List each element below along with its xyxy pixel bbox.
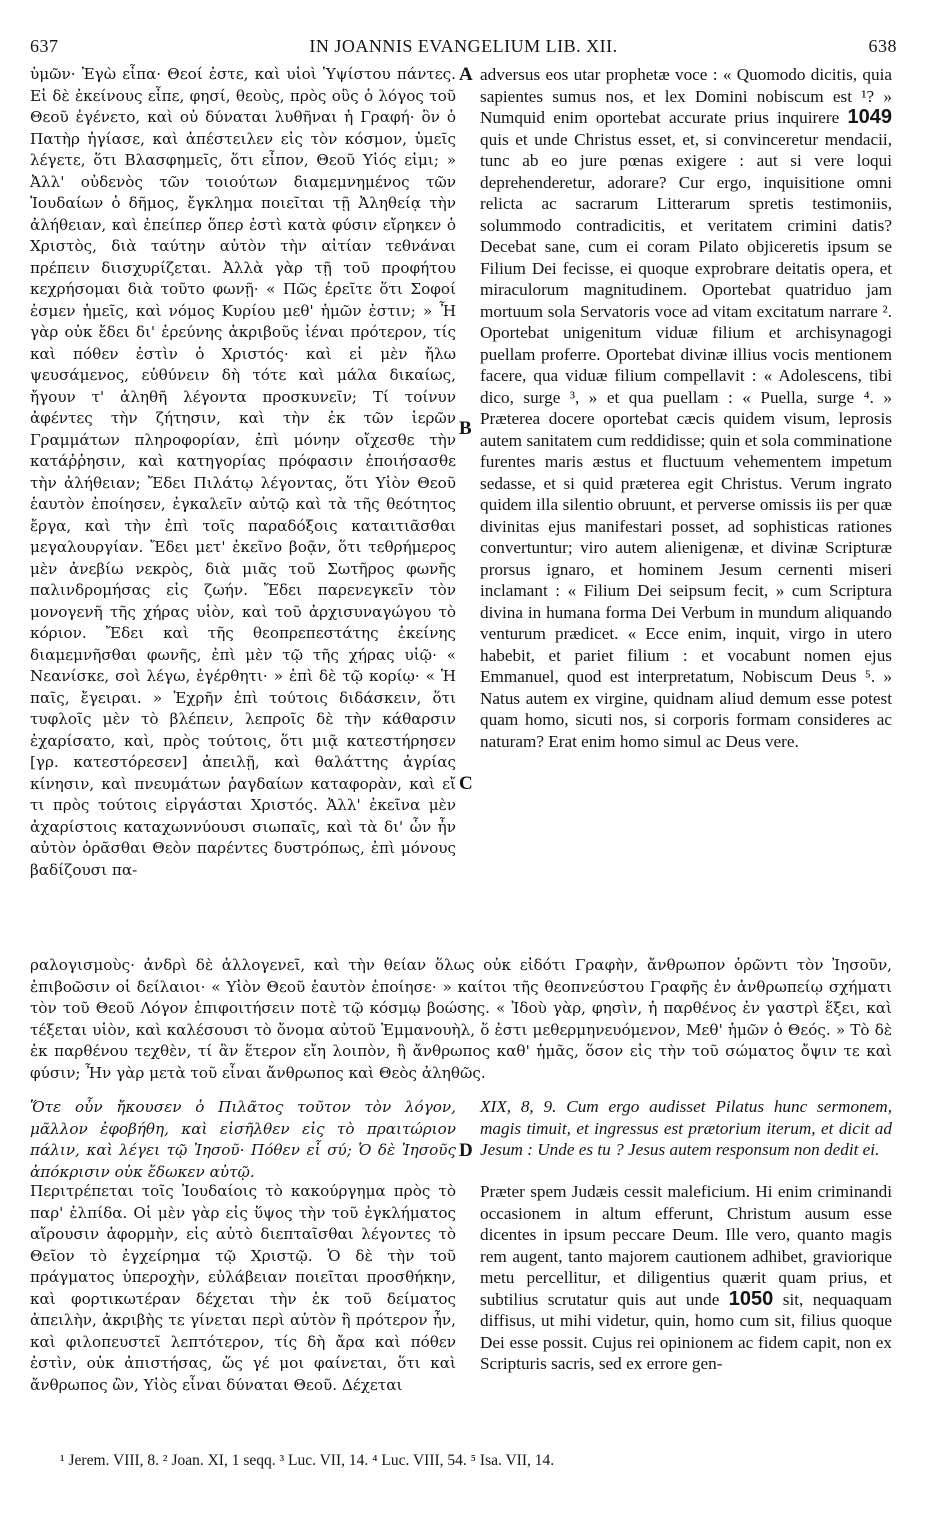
- column-number-1049: 1049: [847, 106, 892, 128]
- latin-column-top: [480, 64, 892, 752]
- margin-marker-b: B: [459, 418, 472, 439]
- margin-marker-c: C: [459, 773, 473, 794]
- page-number-right: 638: [868, 36, 897, 56]
- running-header: [30, 36, 897, 60]
- latin-column-bottom: [480, 1181, 892, 1375]
- running-title: IN JOANNIS EVANGELIUM LIB. XII.: [309, 36, 618, 56]
- greek-column-bottom: Περιτρέπεται τοῖς Ἰουδαίοις τὸ κακούργημα πρὸς τὸ παρ' ἐλπίδα. Οἱ μὲν γὰρ εἰς ὕψος τὴν τοῦ ἐγκλήματος αἴρουσιν ἀφορμὴν, εἰς αὐτὸ διεπταῖσθαι λέγοντες τὸ Θεῖον τὸ ἐγχείρημα τῷ Χριστῷ. Ὁ δὲ τὴν τοῦ πράγματος ὑπεροχὴν, εὐλάβειαν ποιεῖται προσθήκην, καὶ φορτικωτέραν δέχεται τὴν ἐκ τοῦ δείματος ἀπειλὴν, ἀκριβὴς τε γίνεται περὶ αὐτὸν ἢ πρότερον ἦν, καὶ φιλοπευστεῖ λεπτότερον, τίς δὴ ἄρα καὶ πόθεν ἐστὶν, οὐκ ἀπιστήσας, ὥς γέ μοι φαίνεται, ὅτι καὶ ἄνθρωπος ὢν, Υἱὸς εἶναι δύναται Θεοῦ. Δέχεται: [30, 1182, 456, 1394]
- margin-marker-a: A: [459, 64, 473, 85]
- latin-lemma: XIX, 8, 9. Cum ergo audisset Pilatus hunc sermonem, magis timuit, et ingressus est prætorium iterum, et dicit ad Jesum : Unde es tu ? Jesus autem responsum non dedit ei.: [480, 1097, 892, 1159]
- latin-text-top-a: adversus eos utar prophetæ voce : « Quomodo dicitis, quia sapientes sumus nos, et lex Domini nobiscum est ¹? » Numquid enim oportebat accurate prius inquirere: [480, 65, 892, 127]
- page-number-left: 637: [30, 36, 59, 56]
- greek-full-width-paragraph: ραλογισμοὺς· ἀνδρὶ δὲ ἀλλογενεῖ, καὶ τὴν θείαν ὅλως οὐκ εἰδότι Γραφὴν, ἄνθρωπον ὁρῶντι τὸν Ἰησοῦν, ἐπιβοῶσιν οἱ δείλαιοι· « Υἱὸν Θεοῦ ἑαυτὸν ἐποίησε· » καίτοι τῆς θεοπνεύστου Γραφῆς ἐν ἀνθρωπείῳ σχήματι τὸν τοῦ Θεοῦ Λόγον ἐπιφοιτήσειν ποτὲ τῷ κόσμῳ βοώσης. « Ἰδοὺ γὰρ, φησὶν, ἡ παρθένος ἐν γαστρὶ ἕξει, καὶ τέξεται υἱὸν, καὶ καλέσουσι τὸ ὄνομα αὐτοῦ Ἐμμανουὴλ, ὅ ἐστι μεθερμηνευόμενον, Μεθ' ἡμῶν ὁ Θεός. » Τὸ δὲ ἐκ παρθένου τεχθὲν, τί ἂν ἕτερον εἴη λοιπὸν, ἢ ἄνθρωπος καθ' ἡμᾶς, ὅσον εἰς τὴν τοῦ σώματος ὄψιν τε καὶ φύσιν; Ἦν γὰρ μετὰ τοῦ εἶναι ἄνθρωπος καὶ Θεὸς ἀληθῶς.: [30, 956, 892, 1082]
- greek-column-top: ὑμῶν· Ἐγὼ εἶπα· Θεοί ἐστε, καὶ υἱοὶ Ὑψίστου πάντες. Εἰ δὲ ἐκείνους εἶπε, φησί, θεοὺς, πρὸς οὓς ὁ λόγος τοῦ Θεοῦ ἐγένετο, καὶ οὐ δύναται λυθῆναι ἡ Γραφή· ὃν ὁ Πατὴρ ἡγίασε, καὶ ἀπέστειλεν εἰς τὸν κόσμον, ὑμεῖς λέγετε, ὅτι Βλασφημεῖς, ὅτι εἶπον, Θεοῦ Υἱός εἰμι; » Ἀλλ' οὐδενὸς τῶν τοιούτων διαμεμνημένος τῶν Ἰουδαίων ὁ δῆμος, ἔγκλημα ποιεῖται τῇ Ἀληθείᾳ τὴν ἀλήθειαν, καὶ ἐπείπερ ὅπερ ἐστὶ κατὰ φύσιν εἴρηκεν ὁ Χριστὸς, διὰ ταύτην αὐτὸν τὴν αἰτίαν τεθνάναι πρέπειν διισχυρίζεται. Ἀλλὰ γὰρ τῇ τοῦ προφήτου κεχρήσομαι διὰ τοῦτο φωνῇ· « Πῶς ἐρεῖτε ὅτι Σοφοί ἐσμεν ἡμεῖς, καὶ νόμος Κυρίου μεθ' ἡμῶν ἐστιν; » Ἦ γὰρ οὐκ ἔδει δι' ἐρεύνης ἀκριβοῦς ἰέναι πρότερον, τίς καὶ πόθεν ἐστὶν ὁ Χριστός· καὶ εἰ μὲν ἤλω ψευσάμενος, εὐθύνειν δὴ τότε καὶ μάλα δικαίως, ἤγουν τ' ἀληθῆ λέγοντα προσκυνεῖν; Τί τοίνυν ἀφέντες τὴν ζήτησιν, καὶ τὴν ἐκ τῶν ἱερῶν Γραμμάτων πληροφορίαν, ἐπὶ μόνην οἴχεσθε τὴν κατάῤῥησιν, καὶ κατηγορίας πρόφασιν ἐποιήσασθε τὴν ἀλήθειαν; Ἔδει Πιλάτῳ λέγοντας, ὅτι Υἱὸν Θεοῦ ἑαυτὸν ἐποίησεν, ἐγκαλεῖν αὐτῷ καὶ τὰ τῆς θεότητος ἔργα, καὶ τὴν ἐπὶ τοῖς παραδόξοις καταιτιᾶσθαι μεγαλουργίαν. Ἔδει μετ' ἐκεῖνο βοᾷν, ὅτι τεθρήμερος μὲν ἀνεβίω νεκρὸς, διὰ μιᾶς τοῦ Σωτῆρος φωνῆς παλινδρομήσας εἰς ζωήν. Ἔδει παρενεγκεῖν τὸν μονογενῆ τῆς χήρας υἱὸν, καὶ τοῦ ἀρχισυναγώγου τὸ κόριον. Ἔδει καὶ τῆς θεοπρεπεστάτης ἐκείνης διαμεμνῆσθαι φωνῆς, ἐπὶ μὲν τῷ τῆς χήρας υἱῷ· « Νεανίσκε, σοὶ λέγω, ἐγέρθητι· » ἐπὶ δὲ τῷ κορίῳ· « Ἡ παῖς, ἔγειραι. » Ἐχρῆν ἐπὶ τούτοις διδάσκειν, ὅτι τυφλοῖς μὲν τὸ βλέπειν, λεπροῖς δὲ τὴν κάθαρσιν ἐχαρίσατο, καὶ, πρὸς τούτοις, ὅτι μιᾷ κατεστήρησεν [γρ. κατεστόρεσεν] ἀπειλῇ, καὶ θαλάττης ἀγρίας κίνησιν, καὶ πνευμάτων ῥαγδαίων καταφορὰν, καὶ εἴ τι πρὸς τούτοις εἰργάσται Χριστός. Ἀλλ' ἐκεῖνα μὲν ἀχαρίστοις καταχωννύουσι σιωπαῖς, καὶ τὰ δι' ὧν ἦν αὐτὸν ὁρᾶσθαι Θεὸν παρέντες δυστρόπως, ἐπὶ μόνους βαδίζουσι πα-: [30, 65, 456, 879]
- column-number-1050: 1050: [728, 1287, 774, 1310]
- greek-lemma: Ὅτε οὖν ἤκουσεν ὁ Πιλᾶτος τοῦτον τὸν λόγον, μᾶλλον ἐφοβήθη, καὶ εἰσῆλθεν εἰς τὸ πραιτώριον πάλιν, καὶ λέγει τῷ Ἰησοῦ· Πόθεν εἶ σύ; Ὁ δὲ Ἰησοῦς ἀπόκρισιν οὐκ ἔδωκεν αὐτῷ.: [30, 1098, 456, 1181]
- margin-marker-d: D: [459, 1140, 473, 1161]
- latin-text-top-b: quis et unde Christus esset, et, si convinceretur mendacii, tunc ab eo jure pœnas exigere : aut si vere loqui deprehenderetur, adorare? Cur ergo, inquisitione omni relicta ac sacrarum Litterarum spretis testimoniis, solummodo contradicitis, et veritatem crimini datis? Decebat sane, cum ei coram Pilato objiceretis ipsum se Filium Dei fecisse, ei quoque exprobrare deitatis opera, et miraculorum magnitudinem. Oportebat quatriduo jam mortuum sola Servatoris voce ad vitam excitatum narrare ². Oportebat unigenitum viduæ filium et archisynagogi puellam proferre. Oportebat divinæ illius vocis mentionem facere, qua viduæ filium compellavit : « Adolescens, tibi dico, surge ³, » et qua puellam : « Puella, surge ⁴. » Præterea docere oportebat cæcis quidem visum, leprosis autem sanitatem cum reddidisse; quin et sola comminatione furentes maris æstus et fluctuum vehementem impetum sedasse, et si quid præterea egit Christus. Verum ingrato quidem illa silentio obruunt, et perverse omissis iis per quæ divinitas ejus manifestari posset, ad sophisticas rationes convertuntur; viro autem alienigenæ, et divinæ Scripturæ prorsus ignaro, et hominem Jesum cernenti miseri inclamant : « Filium Dei seipsum fecit, » cum Scriptura divina in humana forma Dei Verbum in mundum aliquando venturum prædicet. « Ecce enim, inquit, virgo in utero habebit, et pariet filium : et vocabunt nomen ejus Emmanuel, quod est interpretatum, Nobiscum Deus ⁵. » Natus autem ex virgine, quidnam aliud demum esse potest quam homo, sicuti nos, si corporis formam consideres ac naturam? Erat enim homo simul ac Deus vere.: [480, 129, 892, 751]
- latin-text-bottom-a: Præter spem Judæis cessit maleficium. Hi enim criminandi occasionem in altum efferunt, Christum ausum esse dicentes in ipsum peccare Deum. Ille vero, quanto magis rem augent, tanto majorem cautionem adhibet, graviorique metu percellitur, et diligentius quærit quam prius, et subtilius scrutatur quis aut unde: [480, 1182, 892, 1309]
- footnotes: ¹ Jerem. VIII, 8. ² Joan. XI, 1 seqq. ³ Luc. VII, 14. ⁴ Luc. VIII, 54. ⁵ Isa. VII, 14.: [60, 1452, 555, 1469]
- latin-text-bottom-b: sit, nequaquam diffisus, ut mihi videtur, quin, homo cum sit, filius quoque Dei esse possit. Cujus rei opinionem ac fidem capit, non ex Scripturis sacris, sed ex errore gen-: [480, 1289, 892, 1373]
